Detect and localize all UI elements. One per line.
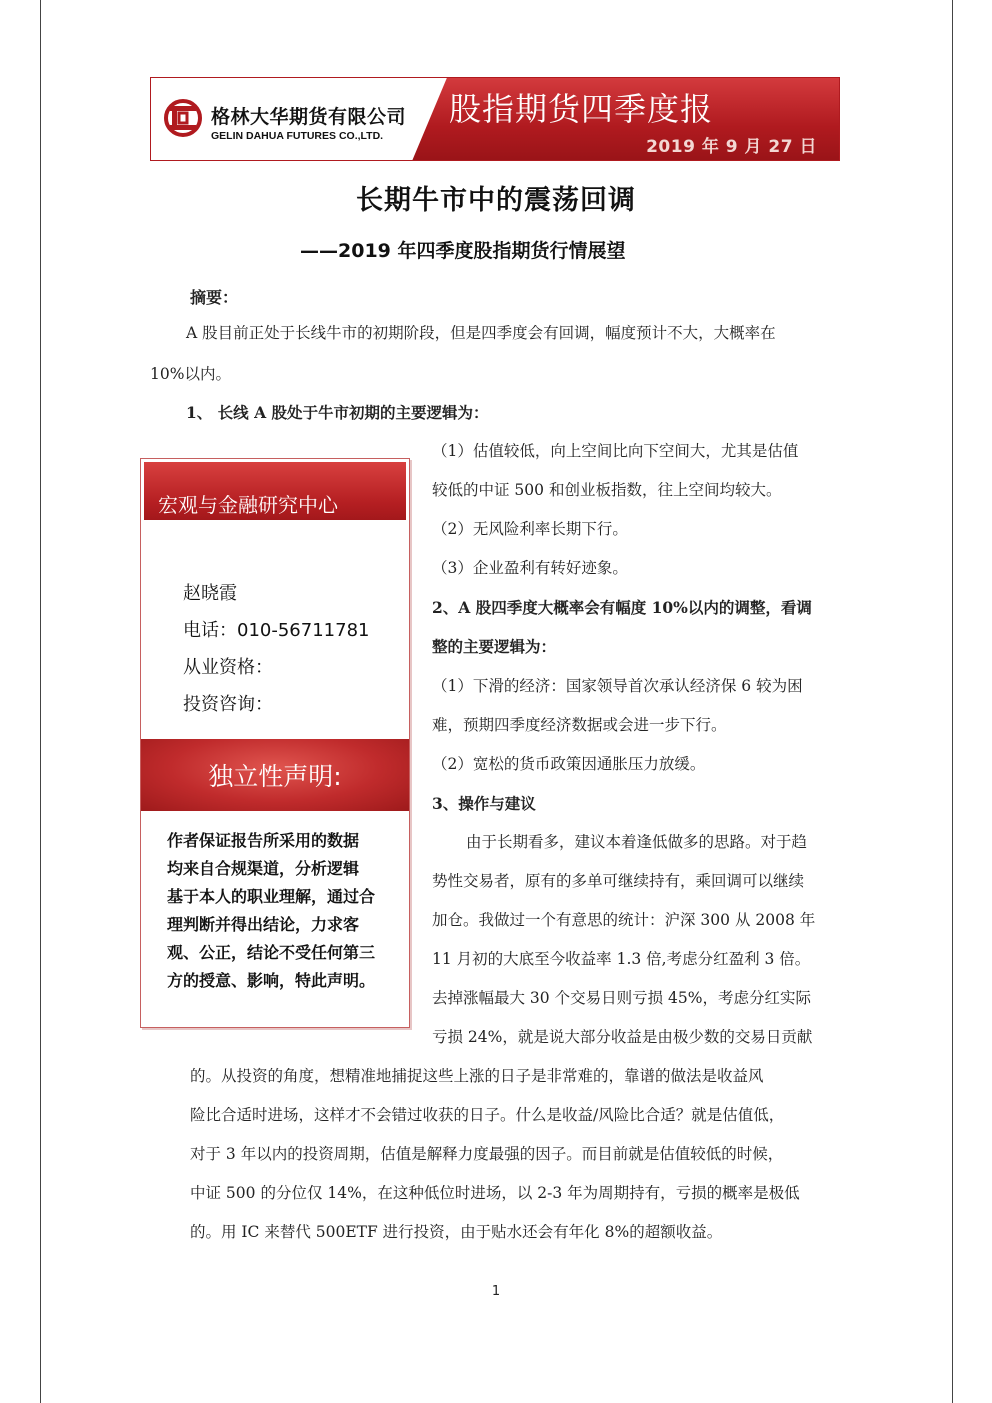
- paragraph-line: （1）估值较低，向上空间比向下空间大，尤其是估值: [432, 442, 799, 460]
- paragraph-line: （2）无风险利率长期下行。: [432, 520, 628, 538]
- disclaimer-line: 基于本人的职业理解，通过合: [167, 887, 376, 906]
- paragraph-line: 由于长期看多，建议本着逢低做多的思路。对于趋: [466, 833, 808, 851]
- document-title: 长期牛市中的震荡回调: [356, 185, 636, 216]
- disclaimer-line: 作者保证报告所采用的数据: [167, 831, 360, 850]
- abstract-label: 摘要：: [190, 288, 239, 307]
- disclaimer-title: 独立性声明:: [208, 762, 342, 791]
- paragraph-line: 对于 3 年以内的投资周期，估值是解释力度最强的因子。而目前就是估值较低的时候，: [190, 1145, 784, 1163]
- company-name-cn: 格林大华期货有限公司: [211, 106, 407, 128]
- page-number: 1: [491, 1284, 501, 1299]
- author-name: 赵晓霞: [183, 583, 237, 604]
- paragraph-line: 加仓。我做过一个有意思的统计：沪深 300 从 2008 年: [432, 911, 816, 929]
- paragraph-line: 中证 500 的分位仅 14%，在这种低位时进场，以 2-3 年为周期持有，亏损的概率是极低: [190, 1184, 800, 1202]
- paragraph-line: A 股目前正处于长线牛市的初期阶段，但是四季度会有回调，幅度预计不大，大概率在: [186, 324, 776, 342]
- paragraph-line: （3）企业盈利有转好迹象。: [432, 559, 628, 577]
- department-header: [144, 462, 406, 520]
- paragraph-line: 势性交易者，原有的多单可继续持有，乘回调可以继续: [432, 872, 805, 890]
- paragraph-line: 的。从投资的角度，想精准地捕捉这些上涨的日子是非常难的，靠谱的做法是收益风: [190, 1067, 764, 1085]
- paragraph-line: 险比合适时进场，这样才不会错过收获的日子。什么是收益/风险比合适？就是估值低，: [190, 1106, 785, 1124]
- paragraph-line: 11 月初的大底至今收益率 1.3 倍,考虑分红盈利 3 倍。: [432, 950, 811, 968]
- author-qualification: 从业资格：: [183, 657, 273, 678]
- paragraph-line: （1）下滑的经济：国家领导首次承认经济保 6 较为困: [432, 677, 803, 695]
- section-heading: 2、A 股四季度大概率会有幅度 10%以内的调整，看调: [432, 598, 812, 617]
- disclaimer-line: 方的授意、影响，特此声明。: [167, 971, 376, 990]
- disclaimer-header: [141, 739, 409, 811]
- company-logo-icon: [163, 96, 203, 140]
- report-title: 股指期货四季度报: [449, 90, 714, 128]
- author-consult: 投资咨询：: [183, 694, 273, 715]
- paragraph-line: 较低的中证 500 和创业板指数，往上空间均较大。: [432, 481, 782, 499]
- author-sidebar: [140, 458, 410, 1028]
- section-heading: 3、操作与建议: [432, 794, 536, 813]
- paragraph-line: 的。用 IC 来替代 500ETF 进行投资，由于贴水还会有年化 8%的超额收益。: [190, 1223, 723, 1241]
- author-phone: 电话：010-56711781: [183, 620, 370, 641]
- paragraph-line: 难，预期四季度经济数据或会进一步下行。: [432, 716, 727, 734]
- paragraph-line: 亏损 24%，就是说大部分收益是由极少数的交易日贡献: [432, 1028, 813, 1046]
- header-banner: [150, 77, 840, 161]
- section-heading: 1、 长线 A 股处于牛市初期的主要逻辑为：: [186, 403, 489, 422]
- report-date: 2019 年 9 月 27 日: [646, 137, 817, 157]
- department-name: 宏观与金融研究中心: [158, 493, 338, 517]
- paragraph-line: 10%以内。: [150, 365, 231, 383]
- disclaimer-body: [167, 827, 393, 995]
- section-heading: 整的主要逻辑为：: [432, 637, 557, 656]
- paragraph-line: （2）宽松的货币政策因通胀压力放缓。: [432, 755, 706, 773]
- disclaimer-line: 均来自合规渠道，分析逻辑: [167, 859, 360, 878]
- disclaimer-line: 理判断并得出结论，力求客: [167, 915, 360, 934]
- document-subtitle: ——2019 年四季度股指期货行情展望: [300, 240, 626, 262]
- paragraph-line: 去掉涨幅最大 30 个交易日则亏损 45%，考虑分红实际: [432, 989, 811, 1007]
- company-name-en: GELIN DAHUA FUTURES CO.,LTD.: [211, 130, 384, 142]
- disclaimer-line: 观、公正，结论不受任何第三: [167, 943, 376, 962]
